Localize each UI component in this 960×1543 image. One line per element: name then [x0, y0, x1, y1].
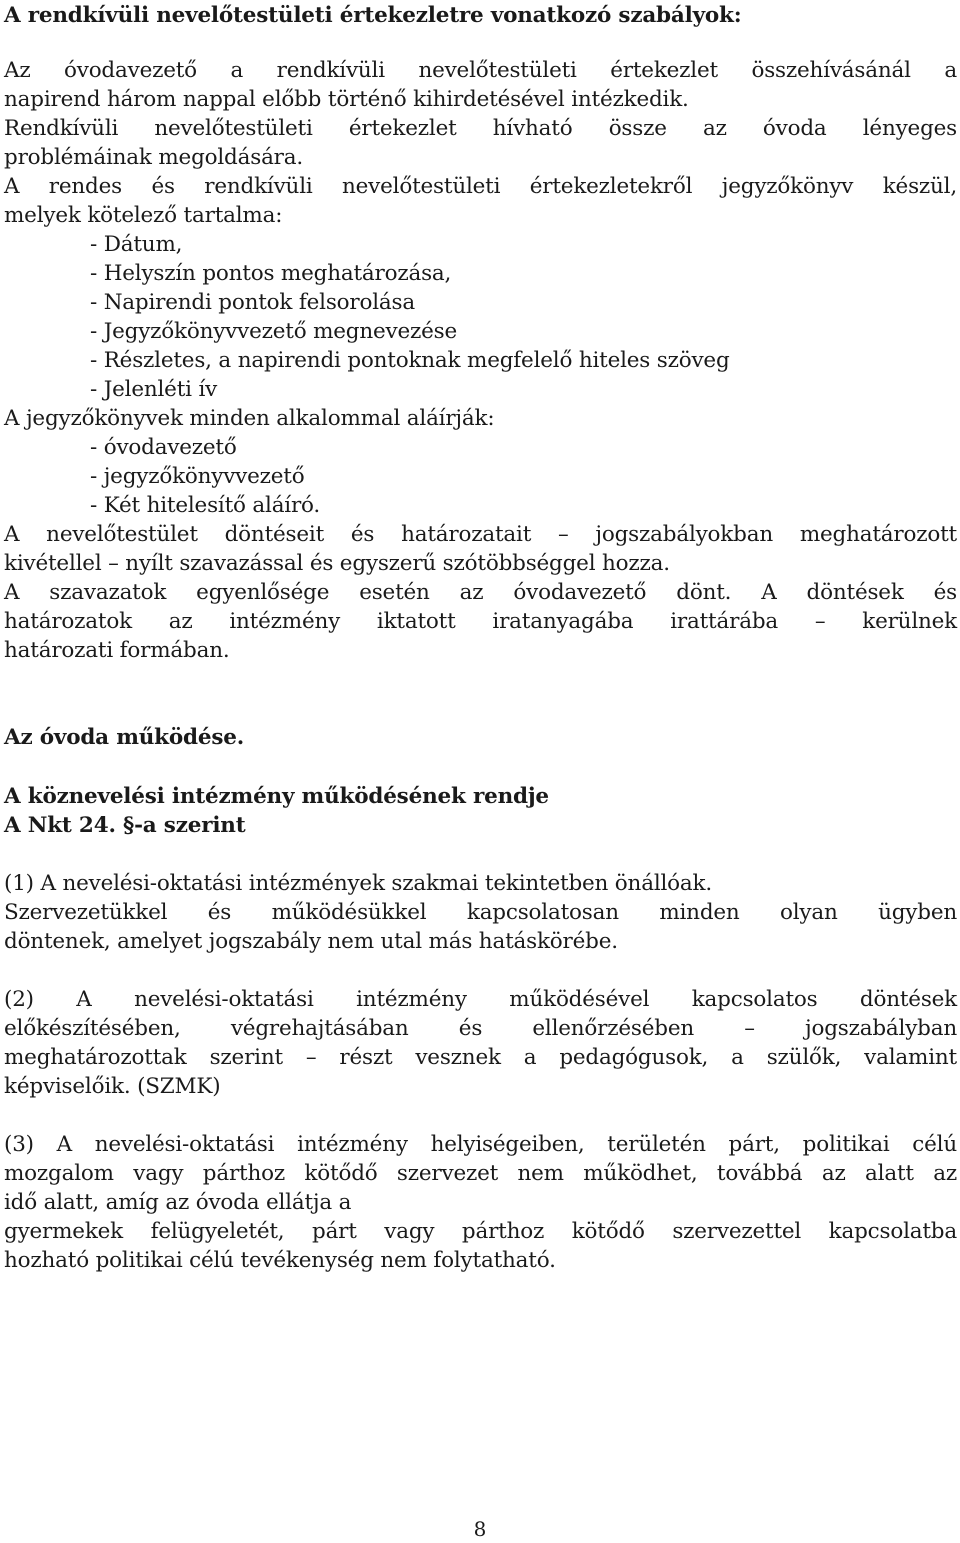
paragraph-line: gyermekek felügyeletét, párt vagy párthoz kötődő szervezettel kapcsolatba	[4, 1219, 957, 1244]
paragraph-line: meghatározottak szerint – részt vesznek a pedagógusok, a szülők, valamint	[4, 1045, 957, 1070]
paragraph-line: A szavazatok egyenlősége esetén az óvodavezető dönt. A döntések és	[4, 580, 957, 605]
paragraph-line: problémáinak megoldására.	[4, 145, 304, 170]
heading-law-reference: A Nkt 24. §-a szerint	[4, 813, 246, 838]
paragraph-line: mozgalom vagy párthoz kötődő szervezet nem működhet, továbbá az alatt az	[4, 1161, 957, 1186]
list-item: - Napirendi pontok felsorolása	[90, 290, 415, 315]
paragraph-line: döntenek, amelyet jogszabály nem utal más hatáskörébe.	[4, 929, 618, 954]
list-item: - óvodavezető	[90, 435, 237, 460]
paragraph-line: Az óvodavezető a rendkívüli nevelőtestületi értekezlet összehívásánál a	[4, 58, 957, 83]
page-number: 8	[473, 1517, 487, 1541]
paragraph-line: határozati formában.	[4, 638, 230, 663]
heading-operation-order: A köznevelési intézmény működésének rendje	[4, 784, 549, 809]
paragraph-line: (3) A nevelési-oktatási intézmény helyiségeiben, területén párt, politikai célú	[4, 1132, 957, 1157]
paragraph-line: idő alatt, amíg az óvoda ellátja a	[4, 1190, 352, 1215]
paragraph-line: melyek kötelező tartalma:	[4, 203, 283, 228]
heading-kindergarten-operation: Az óvoda működése.	[4, 725, 244, 750]
paragraph-line: kivétellel – nyílt szavazással és egyszerű szótöbbséggel hozza.	[4, 551, 670, 576]
paragraph-line: Szervezetükkel és működésükkel kapcsolatosan minden olyan ügyben	[4, 900, 957, 925]
list-item: - Helyszín pontos meghatározása,	[90, 261, 452, 286]
paragraph-line: képviselőik. (SZMK)	[4, 1074, 221, 1099]
paragraph-line: (1) A nevelési-oktatási intézmények szakmai tekintetben önállóak.	[4, 871, 712, 896]
list-item: - Dátum,	[90, 232, 183, 257]
paragraph-line: határozatok az intézmény iktatott iratanyagába irattárába – kerülnek	[4, 609, 957, 634]
paragraph-line: A jegyzőkönyvek minden alkalommal aláírják:	[4, 406, 495, 431]
paragraph-line: Rendkívüli nevelőtestületi értekezlet hívható össze az óvoda lényeges	[4, 116, 957, 141]
paragraph-line: (2) A nevelési-oktatási intézmény működésével kapcsolatos döntések	[4, 987, 957, 1012]
list-item: - Jegyzőkönyvvezető megnevezése	[90, 319, 457, 344]
list-item: - jegyzőkönyvvezető	[90, 464, 305, 489]
paragraph-line: A nevelőtestület döntéseit és határozatait – jogszabályokban meghatározott	[4, 522, 957, 547]
paragraph-line: A rendes és rendkívüli nevelőtestületi értekezletekről jegyzőkönyv készül,	[4, 174, 957, 199]
paragraph-line: hozható politikai célú tevékenység nem folytatható.	[4, 1248, 556, 1273]
paragraph-line: napirend három nappal előbb történő kihirdetésével intézkedik.	[4, 87, 689, 112]
heading-extraordinary-meeting-rules: A rendkívüli nevelőtestületi értekezletre vonatkozó szabályok:	[4, 3, 742, 28]
list-item: - Két hitelesítő aláíró.	[90, 493, 321, 518]
list-item: - Jelenléti ív	[90, 377, 218, 402]
list-item: - Részletes, a napirendi pontoknak megfelelő hiteles szöveg	[90, 348, 730, 373]
paragraph-line: előkészítésében, végrehajtásában és ellenőrzésében – jogszabályban	[4, 1016, 957, 1041]
